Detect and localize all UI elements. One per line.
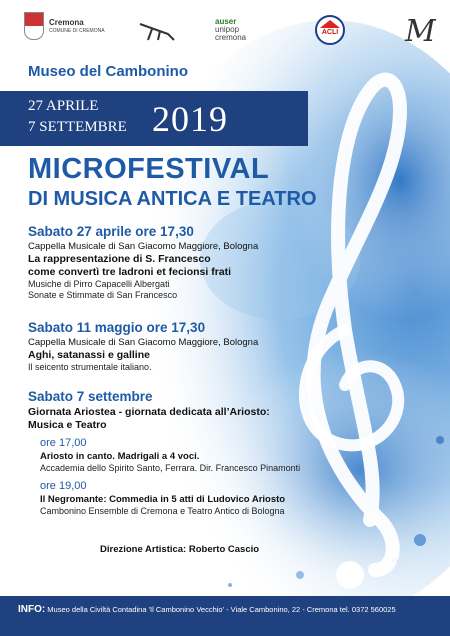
cremona-sub: COMUNE DI CREMONA: [49, 27, 105, 34]
crest-icon: [24, 12, 44, 40]
museum-name: Museo del Cambonino: [28, 63, 189, 80]
session-2: [40, 480, 285, 517]
footer-band: [0, 596, 450, 636]
event-3: [28, 389, 270, 432]
festival-title: MICROFESTIVAL: [28, 153, 270, 185]
session-time: ore 19,00: [40, 480, 87, 492]
footer-label: INFO:: [18, 604, 46, 615]
acli-text: ACLI: [321, 29, 339, 36]
artistic-direction: Direzione Artistica: Roberto Cascio: [100, 544, 260, 555]
session-1: [40, 437, 300, 474]
acli-logo: [315, 15, 345, 45]
session-detail: Accademia dello Spirito Santo, Ferrara. Dir. Francesco Pinamonti: [40, 462, 301, 473]
event-note: Il seicento strumentale italiano.: [28, 361, 152, 372]
event-date: Sabato 27 aprile ore 17,30: [28, 224, 194, 239]
event-date: Sabato 11 maggio ore 17,30: [28, 320, 206, 335]
cremona-name: Cremona: [49, 17, 84, 27]
date-end: 7 SETTEMBRE: [28, 119, 127, 135]
event-note-2: Sonate e Stimmate di San Francesco: [28, 290, 178, 301]
event-1: [28, 224, 258, 302]
comune-cremona-logo: [24, 12, 105, 40]
logo-bar: [0, 0, 450, 60]
year: 2019: [152, 99, 228, 139]
session-detail: Cambonino Ensemble di Cremona e Teatro Antico di Bologna: [40, 505, 285, 516]
event-date: Sabato 7 settembre: [28, 389, 153, 404]
plow-icon: [138, 20, 178, 42]
event-venue: Cappella Musicale di San Giacomo Maggiore, Bologna: [28, 240, 259, 252]
auser-text-3: cremona: [215, 33, 247, 42]
m-monogram-logo: M: [405, 14, 436, 49]
footer-info: [18, 604, 396, 615]
festival-subtitle: DI MUSICA ANTICA E TEATRO: [28, 188, 317, 210]
event-title: Aghi, satanassi e galline: [28, 348, 150, 361]
event-2: [28, 320, 258, 373]
event-title: La rappresentazione di S. Francesco: [28, 252, 211, 265]
session-time: ore 17,00: [40, 437, 87, 449]
event-note: Musiche di Pirro Capacelli Albergati: [28, 279, 170, 289]
event-title-2: Musica e Teatro: [28, 419, 107, 431]
auser-text-1: auser: [215, 17, 237, 26]
event-title: Giornata Ariostea - giornata dedicata all’Ariosto:: [28, 405, 270, 418]
session-title: Ariosto in canto. Madrigali a 4 voci.: [40, 450, 200, 462]
event-title-2: come convertì tre ladroni et fecionsi frati: [28, 265, 232, 278]
auser-text-2: unipop: [215, 25, 240, 34]
date-start: 27 APRILE: [28, 98, 99, 114]
auser-logo: [215, 18, 246, 42]
footer-text: Museo della Civiltà Contadina 'Il Cambonino Vecchio' - Viale Cambonino, 22 - Cremona tel. 0372 560025: [45, 605, 396, 614]
session-title: Il Negromante: Commedia in 5 atti di Ludovico Ariosto: [40, 493, 286, 505]
event-venue: Cappella Musicale di San Giacomo Maggiore, Bologna: [28, 336, 259, 348]
